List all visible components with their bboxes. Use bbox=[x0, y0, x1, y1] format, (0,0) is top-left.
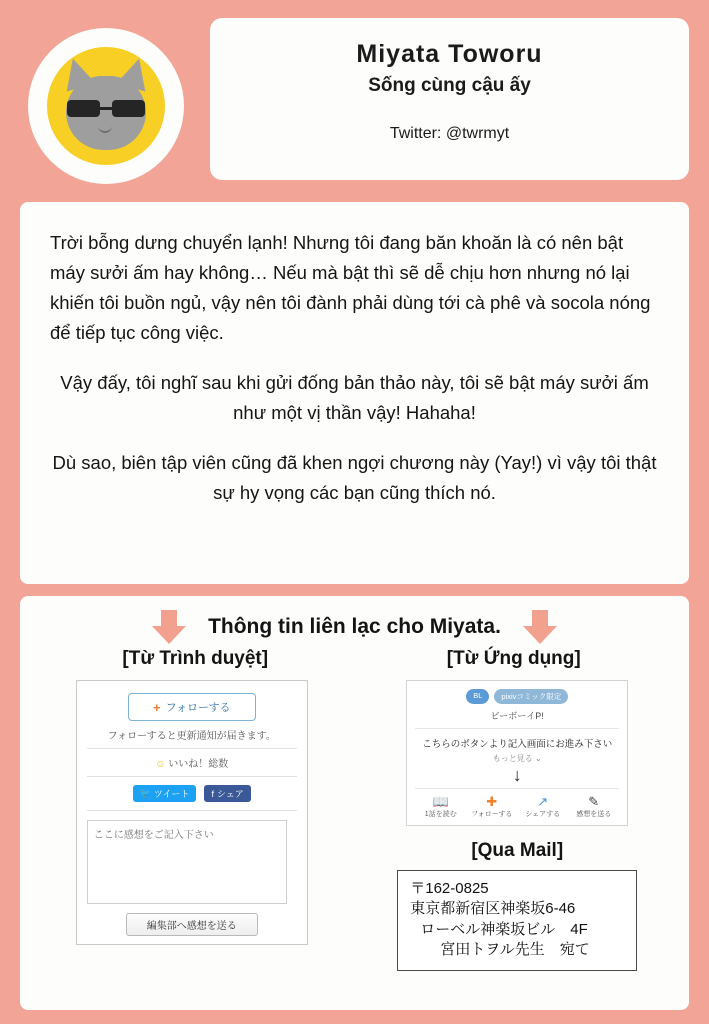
plus-icon: ✚ bbox=[486, 794, 498, 809]
facebook-icon: f bbox=[211, 788, 214, 799]
contact-heading-row bbox=[36, 610, 673, 644]
app-widget bbox=[406, 680, 628, 826]
contact-columns bbox=[36, 680, 673, 996]
app-column bbox=[362, 680, 674, 996]
app-more-link[interactable] bbox=[415, 753, 619, 764]
column-heading-app: [Từ Ứng dụng] bbox=[446, 648, 581, 669]
mail-line: 〒162-0825 bbox=[410, 880, 489, 897]
column-heading-browser: [Từ Trình duyệt] bbox=[122, 648, 269, 669]
share-icon: ↗ bbox=[537, 794, 549, 809]
avatar-circle-yellow bbox=[47, 47, 165, 165]
message-paragraph: Trời bỗng dưng chuyển lạnh! Nhưng tôi đang băn khoăn là có nên bật máy sưởi ấm hay không… Nếu mà bật thì sẽ dễ chịu hơn nhưng nó lại khiến tôi buồn ngủ, vậy nên tôi đành phải dùng tới cà phê và socola nóng để tiếp tục công việc. bbox=[50, 232, 651, 343]
column-headings bbox=[36, 648, 673, 670]
share-row bbox=[87, 777, 297, 811]
badge-bl: BL bbox=[466, 689, 489, 704]
app-follow-button[interactable] bbox=[466, 794, 517, 819]
app-more-label: もっと見る bbox=[492, 754, 533, 763]
book-icon: 📖 bbox=[432, 794, 449, 809]
mail-address-box bbox=[397, 870, 637, 971]
follow-button[interactable] bbox=[128, 693, 256, 721]
contact-card bbox=[20, 596, 689, 1010]
app-read-button[interactable] bbox=[415, 794, 466, 819]
tweet-label: ツイート bbox=[153, 789, 190, 799]
app-action-bar bbox=[415, 788, 619, 819]
app-badges bbox=[415, 689, 619, 704]
sunglasses-lens-left bbox=[67, 100, 100, 117]
browser-column bbox=[36, 680, 348, 996]
sunglasses-icon bbox=[67, 100, 145, 117]
title-card bbox=[210, 18, 689, 180]
app-instruction: こちらのボタンより記入画面にお進み下さい bbox=[422, 739, 613, 750]
like-row bbox=[87, 749, 297, 777]
down-arrow-icon bbox=[523, 610, 557, 644]
twitter-bird-icon: 🐦 bbox=[139, 788, 151, 798]
avatar-wrap bbox=[20, 18, 192, 184]
facebook-share-button[interactable] bbox=[204, 785, 250, 802]
app-follow-label: フォローする bbox=[471, 811, 513, 818]
pencil-icon: ✎ bbox=[588, 794, 600, 809]
mail-line: ローベル神楽坂ビル 4F bbox=[420, 920, 588, 938]
twitter-handle: Twitter: @twrmyt bbox=[389, 125, 510, 142]
avatar bbox=[28, 28, 184, 184]
message-paragraph: Dù sao, biên tập viên cũng đã khen ngợi chương này (Yay!) vì vậy tôi thật sự hy vọng các bạn cũng thích nó. bbox=[52, 451, 657, 503]
mail-line: 東京都新宿区神楽坂6-46 bbox=[410, 900, 576, 918]
submit-comment-button[interactable]: 編集部へ感想を送る bbox=[126, 913, 258, 936]
plus-icon: + bbox=[153, 699, 161, 715]
long-down-arrow-icon: ↓ bbox=[512, 765, 522, 785]
app-share-label: シェアする bbox=[525, 811, 561, 818]
message-paragraph: Vậy đấy, tôi nghĩ sau khi gửi đống bản thảo này, tôi sẽ bật máy sưởi ấm như một vị thần vậy! Hahaha! bbox=[60, 371, 649, 423]
down-arrow-icon bbox=[152, 610, 186, 644]
sunglasses-bridge bbox=[100, 107, 112, 110]
comment-textarea[interactable] bbox=[87, 820, 287, 904]
app-subtitle: ビーボーイP! bbox=[415, 709, 619, 729]
header bbox=[20, 18, 689, 190]
message-card bbox=[20, 202, 689, 584]
badge-pixiv: pixivコミック限定 bbox=[494, 689, 568, 704]
mail-heading: [Qua Mail] bbox=[471, 840, 564, 861]
sunglasses-lens-right bbox=[112, 100, 145, 117]
follow-note: フォローすると更新通知が届きます。 bbox=[87, 727, 297, 749]
like-label: いいね！総数 bbox=[168, 759, 229, 770]
contact-title: Thông tin liên lạc cho Miyata. bbox=[208, 615, 501, 638]
smiley-icon: ☺ bbox=[155, 759, 166, 770]
mail-line: 宮田トヲル先生 宛て bbox=[440, 940, 590, 958]
author-name: Miyata Toworu bbox=[356, 40, 543, 68]
app-share-button[interactable] bbox=[517, 794, 568, 819]
browser-widget bbox=[76, 680, 308, 945]
cat-with-sunglasses-avatar bbox=[58, 60, 154, 152]
app-read-label: 1話を読む bbox=[424, 811, 457, 818]
app-comment-button[interactable] bbox=[568, 794, 619, 819]
work-title: Sống cùng cậu ấy bbox=[368, 75, 531, 96]
app-comment-label: 感想を送る bbox=[576, 811, 612, 818]
tweet-button[interactable] bbox=[133, 785, 197, 802]
chevron-down-icon: ⌄ bbox=[535, 754, 542, 763]
share-label: シェア bbox=[216, 789, 244, 799]
follow-button-label: フォローする bbox=[165, 702, 231, 714]
